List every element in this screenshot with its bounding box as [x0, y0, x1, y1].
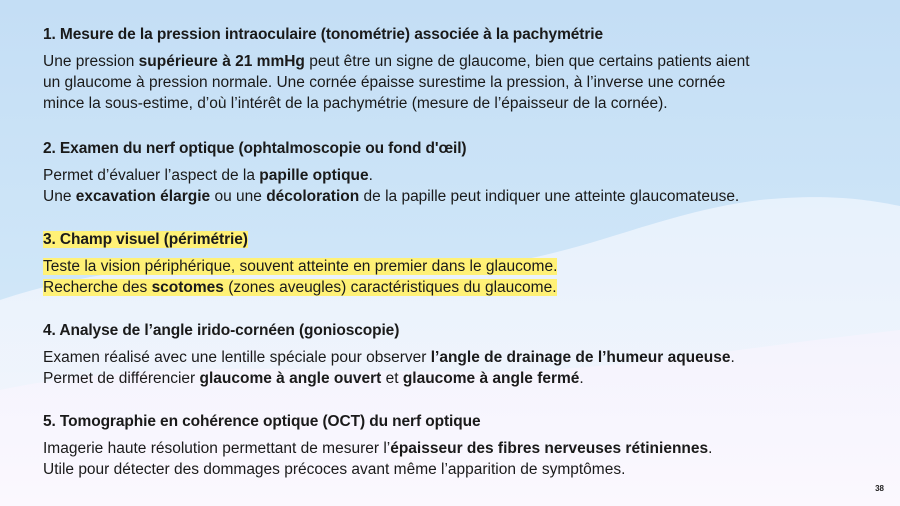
body-line: Une excavation élargie ou une décoloration de la papille peut indiquer une atteinte glaucomateuse.: [43, 188, 740, 205]
emphasis: l’angle de drainage de l’humeur aqueuse: [430, 349, 731, 366]
body-line: Utile pour détecter des dommages précoces avant même l’apparition de symptômes.: [43, 461, 626, 478]
page-number: 38: [875, 484, 884, 493]
section-oct: [43, 411, 873, 480]
highlight: 3. Champ visuel (périmétrie): [43, 231, 248, 248]
section-gonioscopie: [43, 320, 873, 389]
section-heading: 2. Examen du nerf optique (ophtalmoscopie ou fond d'œil): [43, 140, 467, 157]
emphasis: décoloration: [266, 188, 360, 205]
section-heading: 4. Analyse de l’angle irido-cornéen (gonioscopie): [43, 322, 400, 339]
body-line: [43, 256, 873, 277]
highlight: Recherche des scotomes (zones aveugles) caractéristiques du glaucome.: [43, 279, 557, 296]
emphasis: glaucome à angle ouvert: [199, 370, 382, 387]
section-nerf-optique: [43, 138, 873, 207]
body-line: Examen réalisé avec une lentille spéciale pour observer l’angle de drainage de l’humeur aqueuse.: [43, 349, 735, 366]
section-heading: 1. Mesure de la pression intraoculaire (tonométrie) associée à la pachymétrie: [43, 26, 603, 43]
body-line: un glaucome à pression normale. Une cornée épaisse surestime la pression, à l’inverse une cornée: [43, 74, 726, 91]
emphasis: scotomes: [151, 279, 224, 296]
body-line: mince la sous-estime, d’où l’intérêt de la pachymétrie (mesure de l’épaisseur de la cornée).: [43, 95, 668, 112]
emphasis: supérieure à 21 mmHg: [138, 53, 305, 70]
section-champ-visuel: [43, 229, 873, 298]
body-line: Permet de différencier glaucome à angle ouvert et glaucome à angle fermé.: [43, 370, 584, 387]
section-heading: [43, 229, 873, 250]
emphasis: épaisseur des fibres nerveuses rétiniennes: [390, 440, 709, 457]
emphasis: excavation élargie: [75, 188, 211, 205]
emphasis: glaucome à angle fermé: [402, 370, 580, 387]
highlight: Teste la vision périphérique, souvent atteinte en premier dans le glaucome.: [43, 258, 558, 275]
body-line: Permet d’évaluer l’aspect de la papille optique.: [43, 167, 373, 184]
section-heading: 5. Tomographie en cohérence optique (OCT) du nerf optique: [43, 413, 481, 430]
body-line: [43, 277, 873, 298]
emphasis: papille optique: [259, 167, 369, 184]
body-line: Imagerie haute résolution permettant de mesurer l’épaisseur des fibres nerveuses rétiniennes.: [43, 440, 713, 457]
body-line: Une pression supérieure à 21 mmHg peut être un signe de glaucome, bien que certains patients aient: [43, 53, 750, 70]
section-tonometrie: [43, 24, 873, 114]
